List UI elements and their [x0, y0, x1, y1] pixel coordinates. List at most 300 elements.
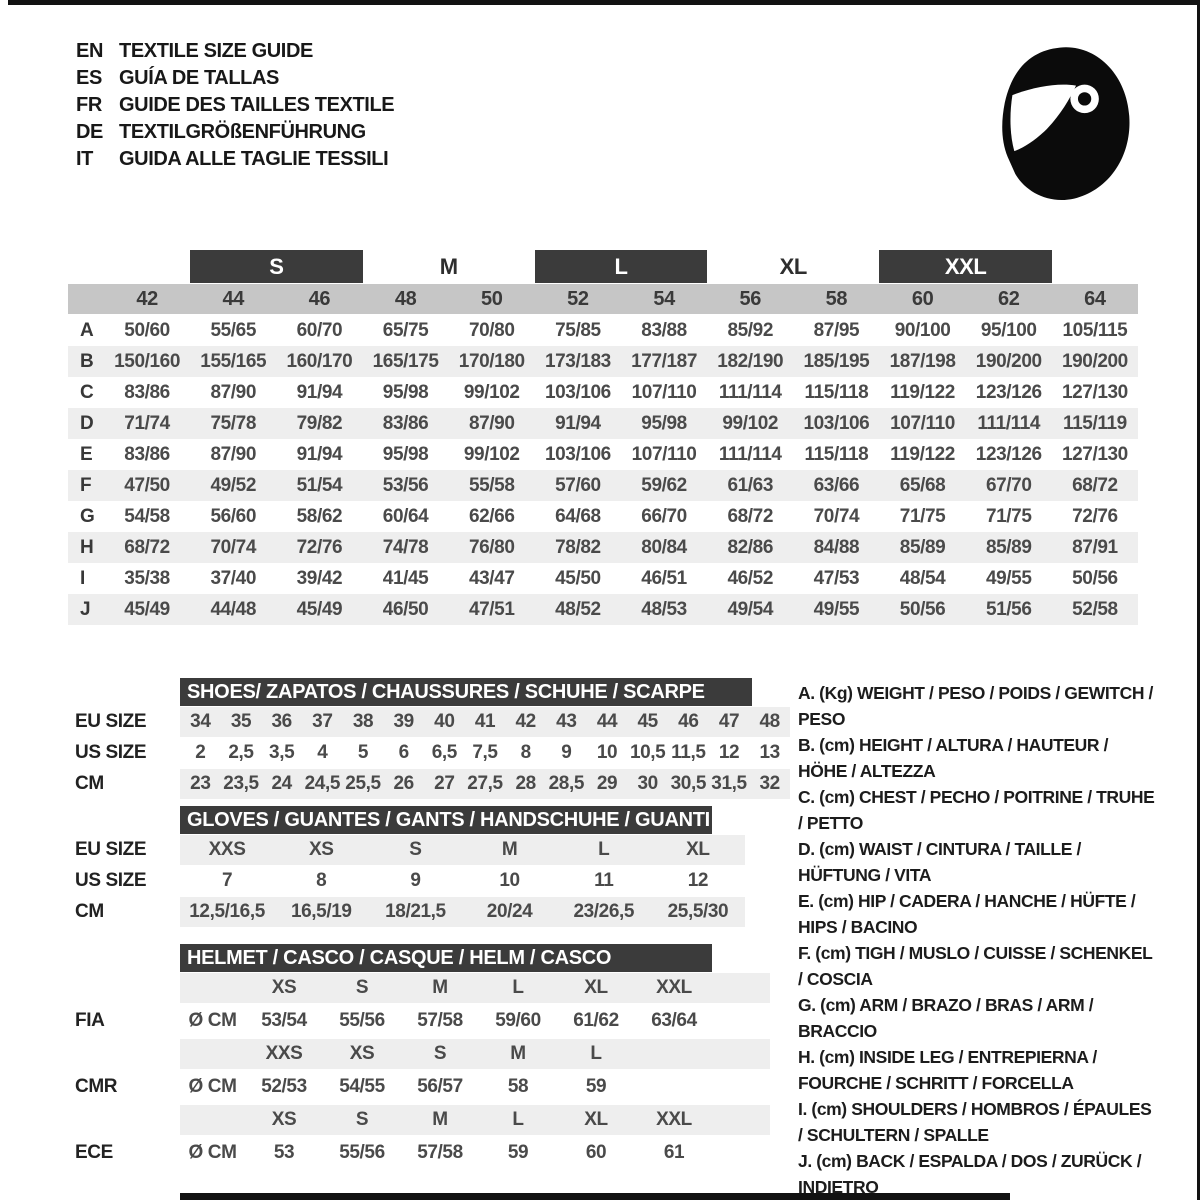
size-cell: 75/85 [555, 319, 601, 341]
size-cell: 115/118 [804, 443, 869, 465]
size-cell: 119/122 [890, 381, 955, 403]
helmet-size-header: L [512, 977, 524, 998]
value-cell: 30 [637, 773, 658, 794]
size-cell: 45/49 [296, 598, 343, 620]
size-cell: 82/86 [727, 536, 774, 558]
size-cell: 87/91 [1072, 536, 1118, 558]
size-band-s: S [190, 250, 362, 283]
size-cell: 74/78 [382, 536, 429, 558]
value-cell: 41 [474, 711, 496, 732]
size-cell: 99/102 [722, 412, 779, 434]
measurement-table [68, 315, 1138, 625]
size-cell: 111/114 [718, 381, 782, 403]
language-label: GUIDA ALLE TAGLIE TESSILI [119, 148, 389, 170]
row-label: I [80, 567, 85, 589]
language-row-fr [76, 92, 394, 119]
size-cell: 35/38 [124, 567, 170, 589]
size-cell: 49/55 [985, 567, 1032, 589]
size-row-g [68, 501, 1138, 532]
size-cell: 62/66 [468, 505, 515, 527]
helmet-size-header: XXS [265, 1043, 303, 1064]
size-column-header: 44 [222, 287, 244, 310]
size-row-c [68, 377, 1138, 408]
helmet-size-value: 57/58 [417, 1142, 463, 1163]
diameter-unit-label: Ø CM [188, 1076, 237, 1097]
size-cell: 51/56 [985, 598, 1032, 620]
shoes-band-row [180, 769, 790, 799]
value-cell: 16,5/19 [290, 901, 352, 922]
size-cell: 95/100 [980, 319, 1037, 341]
gloves-table [75, 835, 745, 928]
legend-item: C. (cm) CHEST / PECHO / POITRINE / TRUHE / PETTO [798, 787, 1155, 833]
language-row-it [76, 146, 394, 173]
size-cell: 65/75 [382, 319, 429, 341]
row-label: B [80, 350, 94, 372]
size-column-header: 60 [911, 287, 934, 310]
helmet-size-header: S [355, 1109, 369, 1130]
size-cell: 46/52 [727, 567, 774, 589]
size-cell: 155/165 [200, 350, 267, 372]
value-cell: 24 [271, 773, 292, 794]
row-label: US SIZE [75, 870, 147, 891]
size-band-l: L [535, 250, 707, 283]
value-cell: 29 [596, 773, 618, 794]
value-cell: 11 [594, 870, 614, 891]
unit-spacer [180, 1039, 245, 1069]
language-code: FR [76, 94, 102, 116]
language-row-de [76, 119, 394, 146]
value-cell: 47 [718, 711, 740, 732]
shoes-row-us-size [75, 738, 790, 768]
helmet-size-value: 63/64 [651, 1010, 697, 1031]
size-cell: 54/58 [124, 505, 170, 527]
value-cell: 10 [499, 870, 520, 891]
size-cell: 165/175 [372, 350, 439, 372]
language-row-es [76, 65, 394, 92]
value-cell: 31,5 [711, 773, 747, 794]
row-label: E [80, 443, 93, 465]
standard-label: ECE [75, 1142, 113, 1163]
value-cell: M [501, 839, 518, 860]
language-code: DE [76, 121, 103, 143]
size-cell: 177/187 [631, 350, 698, 372]
value-cell: 34 [190, 711, 211, 732]
helmet-value-row [75, 1138, 770, 1168]
row-label: EU SIZE [75, 711, 147, 732]
size-cell: 91/94 [296, 443, 343, 465]
helmet-values-band [180, 1072, 770, 1102]
size-column-header: 42 [136, 287, 158, 310]
helmet-size-value: 58 [507, 1076, 529, 1097]
helmet-size-value: 59 [507, 1142, 529, 1163]
size-column-header: 58 [825, 287, 848, 310]
legend-item: E. (cm) HIP / CADERA / HANCHE / HÜFTE / HIPS / BACINO [798, 891, 1136, 937]
size-cell: 107/110 [631, 443, 697, 465]
value-cell: XS [308, 839, 334, 860]
helmet-size-value: 61 [663, 1142, 685, 1163]
row-label: A [80, 319, 94, 341]
size-cell: 66/70 [641, 505, 687, 527]
row-label: D [80, 412, 94, 434]
size-column-header: 46 [308, 287, 331, 310]
size-cell: 123/126 [975, 381, 1042, 403]
value-cell: 43 [556, 711, 577, 732]
helmet-size-value: 57/58 [417, 1010, 463, 1031]
size-cell: 80/84 [641, 536, 687, 558]
row-label-spacer [75, 1039, 180, 1069]
helmet-sizes-band [180, 973, 770, 1003]
gloves-section-title: GLOVES / GUANTES / GANTS / HANDSCHUHE / GUANTI [180, 806, 712, 834]
helmet-size-header: XL [584, 977, 608, 998]
size-cell: 87/90 [468, 412, 515, 434]
value-cell: 6 [398, 742, 409, 763]
size-cell: 127/130 [1061, 443, 1128, 465]
size-cell: 45/49 [124, 598, 170, 620]
value-cell: 8 [520, 742, 531, 763]
value-cell: XL [686, 839, 710, 860]
gloves-row-us-size [75, 866, 745, 896]
value-cell: L [598, 839, 610, 860]
size-cell: 67/70 [985, 474, 1032, 496]
size-cell: 72/76 [1072, 505, 1118, 527]
size-cell: 61/63 [727, 474, 774, 496]
size-cell: 85/89 [899, 536, 946, 558]
size-cell: 103/106 [803, 412, 870, 434]
size-row-h [68, 532, 1138, 563]
value-cell: 38 [352, 711, 374, 732]
size-row-b [68, 346, 1138, 377]
value-cell: 4 [317, 742, 328, 763]
shoes-band-row [180, 738, 790, 768]
size-cell: 107/110 [890, 412, 955, 434]
size-cell: 68/72 [124, 536, 170, 558]
size-cell: 59/62 [641, 474, 687, 496]
row-label: CM [75, 773, 104, 794]
legend-item: G. (cm) ARM / BRAZO / BRAS / ARM / BRACCIO [798, 995, 1094, 1041]
gloves-band-row [180, 835, 745, 865]
value-cell: 20/24 [486, 901, 533, 922]
helmet-sizes-row [75, 1105, 770, 1135]
size-cell: 76/80 [468, 536, 515, 558]
helmet-size-value: 53 [273, 1142, 295, 1163]
size-cell: 119/122 [890, 443, 955, 465]
size-cell: 91/94 [555, 412, 601, 434]
value-cell: 32 [759, 773, 780, 794]
unit-spacer [180, 1105, 245, 1135]
size-cell: 60/64 [382, 505, 429, 527]
size-column-header: 62 [998, 287, 1020, 310]
value-cell: 39 [393, 711, 414, 732]
value-cell: 26 [393, 773, 414, 794]
size-cell: 49/52 [210, 474, 257, 496]
size-cell: 63/66 [813, 474, 860, 496]
size-column-header: 48 [394, 287, 417, 310]
helmet-size-value: 59/60 [495, 1010, 541, 1031]
size-cell: 46/51 [641, 567, 687, 589]
size-row-j [68, 594, 1138, 625]
legend-item: D. (cm) WAIST / CINTURA / TAILLE / HÜFTUNG / VITA [798, 839, 1081, 885]
value-cell: 45 [637, 711, 658, 732]
value-cell: 46 [678, 711, 699, 732]
gloves-band-row [180, 866, 745, 896]
value-cell: 12 [718, 742, 740, 763]
size-cell: 99/102 [463, 381, 520, 403]
value-cell: 11,5 [671, 742, 706, 763]
size-cell: 51/54 [296, 474, 343, 496]
helmet-size-value: 53/54 [261, 1010, 307, 1031]
size-cell: 95/98 [382, 443, 429, 465]
helmet-size-value: 60 [585, 1142, 607, 1163]
language-title-list [76, 38, 394, 173]
helmet-size-header: XS [271, 977, 297, 998]
size-cell: 105/115 [1062, 319, 1128, 341]
size-cell: 53/56 [382, 474, 429, 496]
size-cell: 46/50 [382, 598, 429, 620]
row-label: CM [75, 901, 104, 922]
value-cell: 9 [561, 742, 572, 763]
size-cell: 123/126 [975, 443, 1042, 465]
size-cell: 103/106 [544, 381, 611, 403]
size-cell: 190/200 [1061, 350, 1128, 372]
value-cell: 9 [410, 870, 421, 891]
language-code: IT [76, 148, 93, 170]
value-cell: 12 [687, 870, 709, 891]
size-cell: 52/58 [1072, 598, 1118, 620]
legend-item: F. (cm) TIGH / MUSLO / CUISSE / SCHENKEL / COSCIA [798, 943, 1153, 989]
helmet-size-value: 55/56 [339, 1142, 385, 1163]
size-cell: 115/119 [1063, 412, 1127, 434]
value-cell: 48 [759, 711, 780, 732]
helmet-values-band [180, 1006, 770, 1036]
size-cell: 95/98 [641, 412, 687, 434]
size-column-header: 50 [481, 287, 503, 310]
shoes-table [75, 707, 790, 800]
size-cell: 150/160 [114, 350, 181, 372]
size-cell: 48/52 [555, 598, 601, 620]
size-cell: 107/110 [631, 381, 697, 403]
helmet-size-header: M [510, 1043, 526, 1064]
standard-label: FIA [75, 1010, 105, 1031]
gloves-band-row [180, 897, 745, 927]
size-cell: 70/80 [468, 319, 515, 341]
size-cell: 83/88 [641, 319, 687, 341]
legend-item: H. (cm) INSIDE LEG / ENTREPIERNA / FOURCHE / SCHRITT / FORCELLA [798, 1047, 1097, 1093]
size-cell: 41/45 [382, 567, 429, 589]
value-cell: 10,5 [629, 742, 666, 763]
size-cell: 127/130 [1061, 381, 1128, 403]
size-cell: 111/114 [977, 412, 1041, 434]
size-cell: 70/74 [210, 536, 257, 558]
size-cell: 58/62 [296, 505, 343, 527]
size-header-spacer [68, 284, 104, 314]
row-label: H [80, 536, 94, 558]
size-cell: 182/190 [717, 350, 784, 372]
size-band-m: M [439, 253, 458, 279]
size-cell: 47/53 [813, 567, 860, 589]
size-cell: 160/170 [286, 350, 353, 372]
value-cell: 23 [190, 773, 211, 794]
size-cell: 115/118 [804, 381, 869, 403]
size-cell: 71/75 [985, 505, 1032, 527]
size-cell: 111/114 [718, 443, 782, 465]
helmet-sizes-row [75, 973, 770, 1003]
size-cell: 84/88 [813, 536, 860, 558]
helmet-size-header: XS [271, 1109, 297, 1130]
size-cell: 37/40 [210, 567, 257, 589]
size-cell: 57/60 [555, 474, 601, 496]
shoes-band-row [180, 707, 790, 737]
value-cell: 35 [230, 711, 252, 732]
language-label: TEXTILE SIZE GUIDE [119, 40, 313, 62]
size-row-e [68, 439, 1138, 470]
value-cell: XXS [208, 839, 246, 860]
size-cell: 60/70 [296, 319, 343, 341]
language-label: TEXTILGRÖßENFÜHRUNG [119, 121, 366, 143]
size-cell: 55/58 [468, 474, 515, 496]
size-cell: 78/82 [555, 536, 601, 558]
top-border [8, 0, 1200, 5]
helmet-values-band [180, 1138, 770, 1168]
size-cell: 55/65 [210, 319, 257, 341]
row-label: F [80, 474, 92, 496]
value-cell: 6,5 [431, 742, 457, 763]
size-cell: 64/68 [555, 505, 601, 527]
size-cell: 103/106 [544, 443, 611, 465]
value-cell: 3,5 [269, 742, 295, 763]
unit-spacer [180, 973, 245, 1003]
empty-cell [635, 1039, 713, 1069]
value-cell: 10 [596, 742, 618, 763]
value-cell: 7,5 [472, 742, 498, 763]
value-cell: 27 [434, 773, 455, 794]
size-cell: 47/50 [124, 474, 170, 496]
shoes-section-title: SHOES/ ZAPATOS / CHAUSSURES / SCHUHE / SCARPE [180, 678, 752, 706]
language-code: ES [76, 67, 102, 89]
size-cell: 83/86 [124, 443, 170, 465]
size-cell: 65/68 [899, 474, 946, 496]
size-cell: 50/56 [899, 598, 946, 620]
row-label: EU SIZE [75, 839, 147, 860]
size-cell: 71/74 [124, 412, 170, 434]
size-cell: 190/200 [975, 350, 1042, 372]
value-cell: 25,5/30 [667, 901, 729, 922]
value-cell: 8 [316, 870, 327, 891]
helmet-size-value: 61/62 [573, 1010, 619, 1031]
size-row-a [68, 315, 1138, 346]
size-cell: 47/51 [468, 598, 515, 620]
legend-item: B. (cm) HEIGHT / ALTURA / HAUTEUR / HÖHE / ALTEZZA [798, 735, 1109, 781]
size-cell: 50/60 [124, 319, 170, 341]
helmet-size-header: XXL [656, 1109, 692, 1130]
helmet-size-header: XXL [656, 977, 692, 998]
size-cell: 72/76 [296, 536, 343, 558]
row-label: J [80, 598, 91, 620]
gloves-row-cm [75, 897, 745, 927]
helmet-size-value: 54/55 [339, 1076, 385, 1097]
language-label: GUÍA DE TALLAS [119, 67, 279, 89]
helmet-size-value: 52/53 [261, 1076, 307, 1097]
size-cell: 71/75 [899, 505, 946, 527]
size-cell: 49/55 [813, 598, 860, 620]
value-cell: 27,5 [467, 773, 503, 794]
legend-item: I. (cm) SHOULDERS / HOMBROS / ÉPAULES / SCHULTERN / SPALLE [798, 1099, 1152, 1145]
helmet-value-row [75, 1006, 770, 1036]
value-cell: 24,5 [304, 773, 341, 794]
helmet-section-title: HELMET / CASCO / CASQUE / HELM / CASCO [180, 944, 712, 972]
size-band-row [68, 250, 1138, 283]
size-cell: 173/183 [544, 350, 611, 372]
size-cell: 85/92 [727, 319, 774, 341]
size-cell: 44/48 [210, 598, 257, 620]
size-row-d [68, 408, 1138, 439]
legend-item: J. (cm) BACK / ESPALDA / DOS / ZURÜCK / INDIETRO [798, 1151, 1142, 1197]
size-row-f [68, 470, 1138, 501]
helmet-size-header: XL [584, 1109, 608, 1130]
value-cell: 23/26,5 [573, 901, 635, 922]
helmet-size-header: XS [349, 1043, 375, 1064]
shoes-row-eu-size [75, 707, 790, 737]
helmet-sizes-band [180, 1105, 770, 1135]
size-cell: 187/198 [889, 350, 956, 372]
value-cell: 23,5 [223, 773, 259, 794]
helmet-size-header: M [432, 977, 448, 998]
size-cell: 39/42 [296, 567, 343, 589]
row-label-spacer [75, 973, 180, 1003]
size-cell: 90/100 [894, 319, 951, 341]
language-row-en [76, 38, 394, 65]
language-code: EN [76, 40, 103, 62]
size-cell: 68/72 [1072, 474, 1118, 496]
size-cell: 75/78 [210, 412, 257, 434]
size-cell: 83/86 [124, 381, 170, 403]
row-label: G [80, 505, 95, 527]
standard-label: CMR [75, 1076, 118, 1097]
value-cell: 25,5 [345, 773, 381, 794]
helmet-sizes-row [75, 1039, 770, 1069]
size-column-header: 52 [567, 287, 589, 310]
size-cell: 68/72 [727, 505, 774, 527]
value-cell: 2,5 [228, 742, 254, 763]
value-cell: 13 [759, 742, 780, 763]
value-cell: 7 [221, 870, 233, 891]
row-label: US SIZE [75, 742, 147, 763]
size-cell: 48/53 [641, 598, 687, 620]
size-cell: 85/89 [985, 536, 1032, 558]
value-cell: 37 [312, 711, 333, 732]
size-cell: 99/102 [463, 443, 520, 465]
racing-helmet-icon [982, 40, 1134, 210]
diameter-unit-label: Ø CM [188, 1142, 237, 1163]
size-cell: 87/90 [210, 381, 257, 403]
language-label: GUIDE DES TAILLES TEXTILE [119, 94, 395, 116]
value-cell: 28 [515, 773, 536, 794]
value-cell: 12,5/16,5 [189, 901, 265, 922]
helmet-size-header: S [433, 1043, 447, 1064]
helmet-size-value: 55/56 [339, 1010, 385, 1031]
helmet-sizes-band [180, 1039, 770, 1069]
value-cell: 28,5 [548, 773, 585, 794]
size-cell: 70/74 [813, 505, 860, 527]
diameter-unit-label: Ø CM [188, 1010, 237, 1031]
size-cell: 79/82 [296, 412, 343, 434]
size-cell: 49/54 [727, 598, 774, 620]
helmet-size-header: M [432, 1109, 448, 1130]
size-cell: 91/94 [296, 381, 343, 403]
helmet-size-header: L [512, 1109, 524, 1130]
size-band-xl: XL [779, 253, 807, 279]
empty-cell [635, 1072, 713, 1102]
value-cell: 18/21,5 [385, 901, 446, 922]
